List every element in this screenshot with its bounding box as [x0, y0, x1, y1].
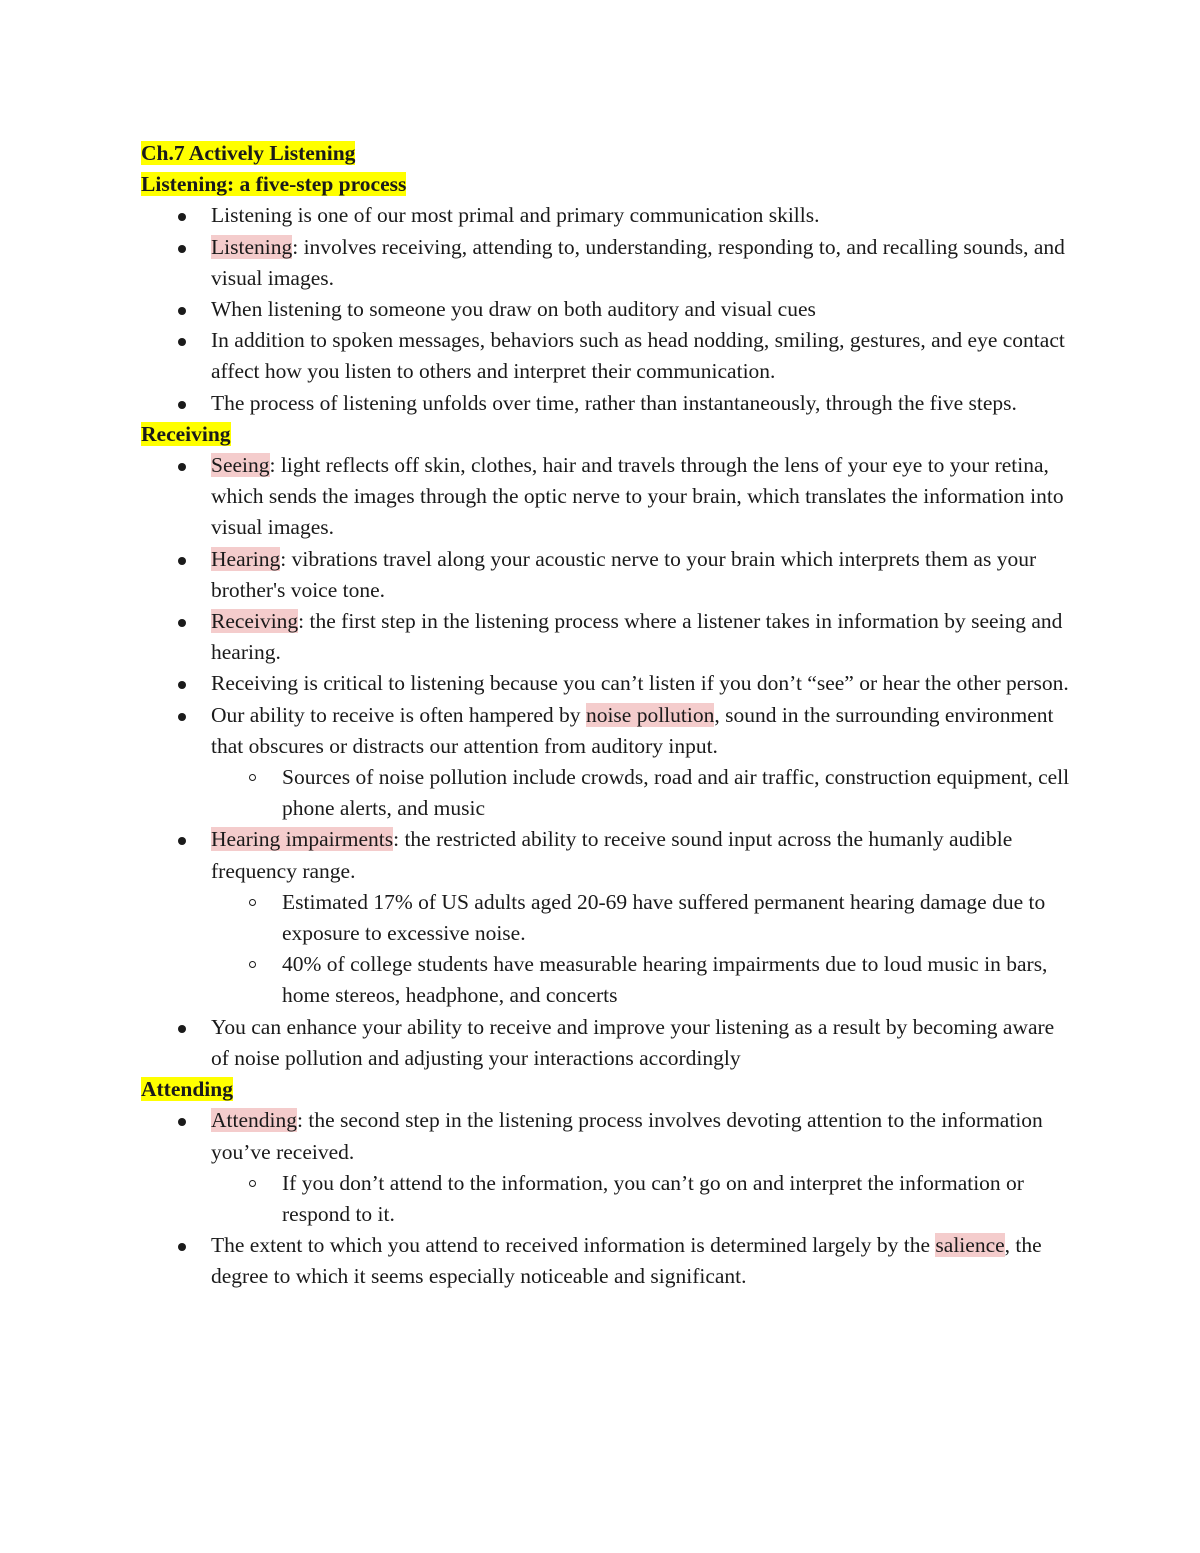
list-item — [141, 668, 1071, 699]
list-item — [141, 200, 1071, 231]
bullet-list — [141, 1105, 1071, 1292]
highlighted-term: Receiving — [211, 609, 299, 634]
item-text: Our ability to receive is often hampered by — [211, 702, 586, 727]
list-item — [141, 388, 1071, 419]
highlighted-term: Hearing — [211, 546, 281, 571]
list-item — [141, 824, 1071, 886]
list-item — [141, 1230, 1071, 1292]
item-text: Receiving is critical to listening because you can’t listen if you don’t “see” or hear the other person. — [211, 671, 1069, 696]
item-text: The process of listening unfolds over time, rather than instantaneously, through the five steps. — [211, 390, 1017, 415]
highlighted-term: noise pollution — [585, 702, 715, 727]
highlighted-term: salience — [935, 1233, 1005, 1258]
item-text: : the first step in the listening process where a listener takes in information by seeing and hearing. — [211, 609, 1063, 665]
bullet-list — [141, 200, 1071, 418]
list-item — [141, 294, 1071, 325]
document-page — [141, 138, 1071, 1293]
item-text: : light reflects off skin, clothes, hair and travels through the lens of your eye to your retina, which sends the images through the optic nerve to your brain, which translates the information into visual images. — [211, 453, 1064, 540]
item-text: You can enhance your ability to receive and improve your listening as a result by becoming aware of noise pollution and adjusting your interactions accordingly — [211, 1014, 1055, 1070]
list-item — [141, 700, 1071, 762]
item-text: Listening is one of our most primal and primary communication skills. — [211, 203, 820, 228]
highlighted-term: Listening — [211, 234, 293, 259]
section-heading — [141, 169, 1071, 200]
item-text: If you don’t attend to the information, you can’t go on and interpret the information or respond to it. — [282, 1170, 1024, 1226]
document-title: Ch.7 Actively Listening — [141, 141, 356, 165]
section-heading-text: Attending — [141, 1077, 233, 1102]
item-text: In addition to spoken messages, behaviors such as head nodding, smiling, gestures, and eye contact affect how you listen to others and interpret their communication. — [211, 328, 1065, 384]
item-text: 40% of college students have measurable hearing impairments due to loud music in bars, home stereos, headphone, and concerts — [282, 952, 1048, 1008]
list-item — [141, 325, 1071, 387]
item-text: : involves receiving, attending to, understanding, responding to, and recalling sounds, and visual images. — [211, 234, 1065, 290]
sub-list-item — [141, 762, 1071, 824]
highlighted-term: Attending — [211, 1108, 297, 1133]
list-item — [141, 232, 1071, 294]
item-text: , sound in the surrounding environment that obscures or distracts our attention from auditory input. — [211, 702, 1054, 758]
item-text: : the second step in the listening process involves devoting attention to the information you’ve received. — [211, 1108, 1043, 1164]
sub-list-item — [141, 887, 1071, 949]
item-text: , the degree to which it seems especially noticeable and significant. — [211, 1233, 1042, 1289]
item-text: : the restricted ability to receive sound input across the humanly audible frequency range. — [211, 827, 1013, 883]
list-item — [141, 1105, 1071, 1167]
item-text: The extent to which you attend to received information is determined largely by the — [211, 1233, 936, 1258]
item-text: Estimated 17% of US adults aged 20-69 have suffered permanent hearing damage due to exposure to excessive noise. — [282, 889, 1046, 946]
document-body — [141, 169, 1071, 1292]
bullet-list — [141, 450, 1071, 1074]
list-item — [141, 1012, 1071, 1074]
highlighted-term: Seeing — [211, 453, 270, 478]
list-item — [141, 450, 1071, 544]
section-heading — [141, 1074, 1071, 1105]
list-item — [141, 544, 1071, 606]
sub-list-item — [141, 949, 1071, 1011]
section-heading-text: Listening: a five-step process — [141, 172, 407, 197]
list-item — [141, 606, 1071, 668]
item-text: When listening to someone you draw on both auditory and visual cues — [211, 297, 816, 322]
highlighted-term: Hearing impairments — [211, 827, 394, 852]
item-text: : vibrations travel along your acoustic nerve to your brain which interprets them as your brother's voice tone. — [211, 546, 1037, 602]
item-text: Sources of noise pollution include crowds, road and air traffic, construction equipment, cell phone alerts, and music — [282, 765, 1070, 821]
section-heading-text: Receiving — [141, 421, 231, 446]
section-heading — [141, 419, 1071, 450]
sub-list-item — [141, 1168, 1071, 1230]
